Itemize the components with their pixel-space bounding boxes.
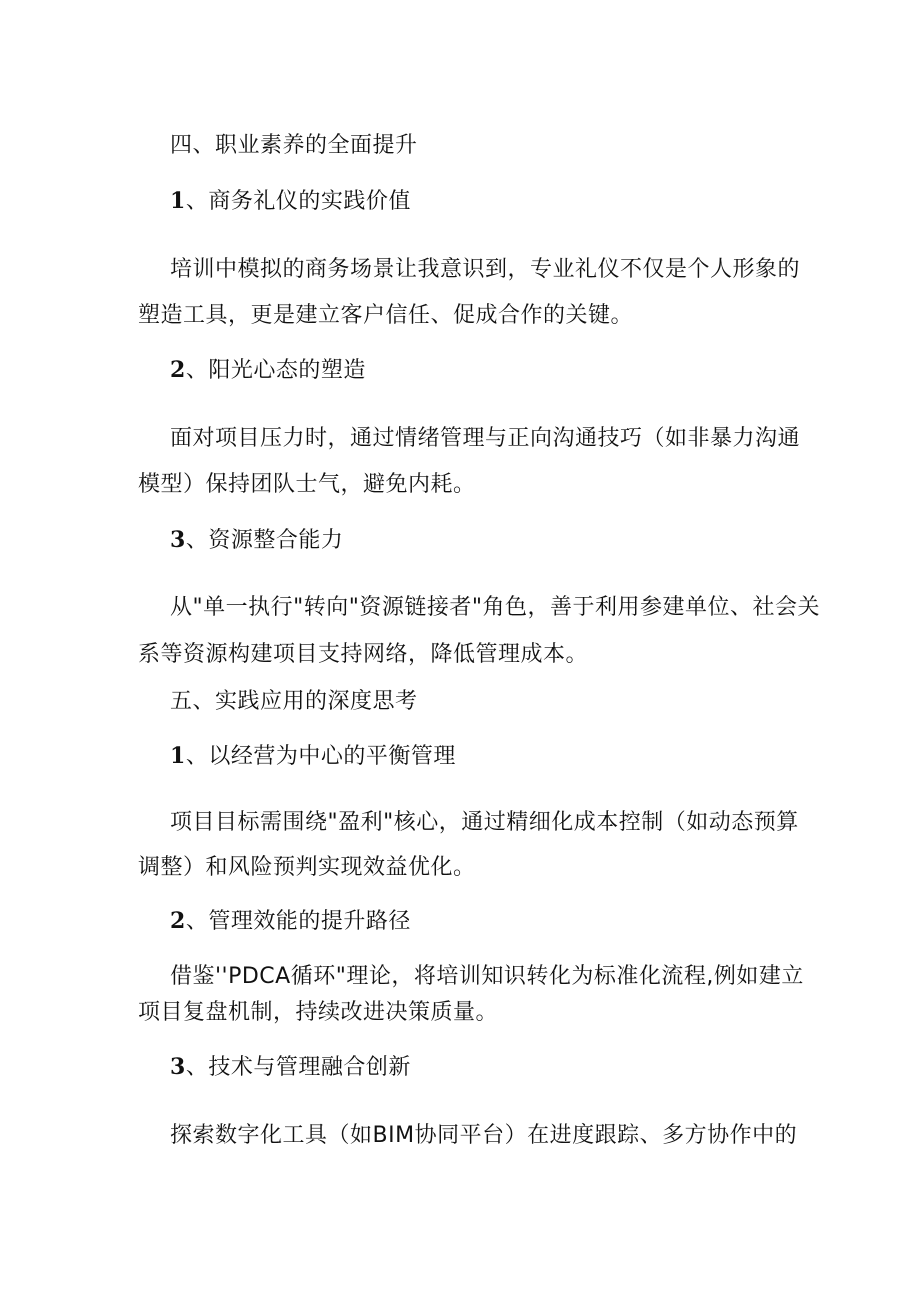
paragraph-line: 系等资源构建项目支持网络，降低管理成本。 [138,642,589,667]
item-number: 3 [170,527,186,553]
paragraph-line: 调整）和风险预判实现效益优化。 [138,855,476,880]
item-title: 、技术与管理融合创新 [185,1055,411,1080]
item-title: 、管理效能的提升路径 [185,909,411,934]
paragraph-line: 借鉴''PDCA循环"理论，将培训知识转化为标准化流程,例如建立 [170,964,804,989]
item-number: 2 [170,357,186,383]
item-title: 、商务礼仪的实践价值 [185,189,411,214]
section-heading: 四、职业素养的全面提升 [170,133,418,158]
item-heading [170,355,366,386]
item-heading [170,906,411,937]
paragraph-line: 从"单一执行"转向"资源链接者"角色，善于利用参建单位、社会关 [170,595,820,620]
item-heading [170,525,343,556]
paragraph-line: 塑造工具，更是建立客户信任、促成合作的关键。 [138,303,634,328]
paragraph-line: 面对项目压力时，通过情绪管理与正向沟通技巧（如非暴力沟通 [170,426,801,451]
item-heading [170,1052,411,1083]
item-number: 1 [170,188,186,214]
item-heading [170,741,456,772]
item-title: 、阳光心态的塑造 [185,358,366,383]
paragraph-line: 项目目标需围绕"盈利"核心，通过精细化成本控制（如动态预算 [170,810,799,835]
section-heading: 五、实践应用的深度思考 [170,689,418,714]
item-number: 1 [170,743,186,769]
item-title: 、资源整合能力 [185,528,344,553]
item-number: 2 [170,908,186,934]
paragraph-line: 培训中模拟的商务场景让我意识到，专业礼仪不仅是个人形象的 [170,257,801,282]
paragraph-line: 探索数字化工具（如BIM协同平台）在进度跟踪、多方协作中的 [170,1123,798,1148]
paragraph-line: 模型）保持团队士气，避免内耗。 [138,472,476,497]
item-title: 、以经营为中心的平衡管理 [185,744,456,769]
item-number: 3 [170,1054,186,1080]
item-heading [170,186,411,217]
paragraph-line: 项目复盘机制，持续改进决策质量。 [138,1000,499,1025]
